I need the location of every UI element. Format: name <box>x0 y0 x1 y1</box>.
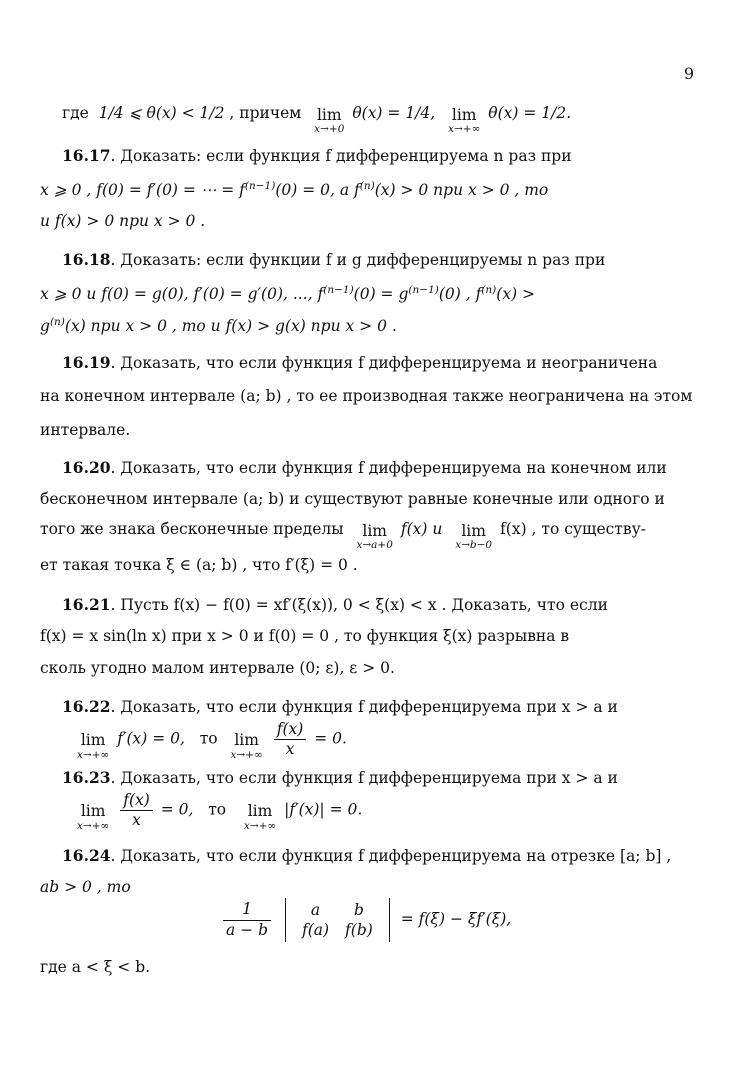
text-line: $g^{(n)}(x)$ при x > 0 , то и f(x) > g(x) при x > 0 . <box>40 316 397 336</box>
text-line: 16.22. Доказать, что если функция f дифференцируема при x > a и <box>62 697 618 716</box>
problem-number: 16.23 <box>62 768 111 787</box>
limit: lim x→b−0 <box>455 521 493 551</box>
problem-number: 16.18 <box>62 250 111 269</box>
text-line: 16.24. Доказать, что если функция f дифференцируема на отрезке [a; b] , <box>62 846 672 865</box>
limit: lim x→a+0 <box>356 521 393 551</box>
text-line: сколь угодно малом интервале (0; ε), ε > 0. <box>40 659 395 677</box>
text-line: интервале. <box>40 421 131 439</box>
text-line: 16.21. Пусть f(x) − f(0) = xf′(ξ(x)), 0 < ξ(x) < x . Доказать, что если <box>62 595 608 614</box>
text-line: f(x) = x sin(ln x) при x > 0 и f(0) = 0 , то функция ξ(x) разрывна в <box>40 627 570 645</box>
limit: lim x→+∞ <box>77 802 110 832</box>
limit: lim x→+∞ <box>448 105 481 135</box>
text-line: где 1/4 ⩽ θ(x) < 1/2 , причем lim x→+0 θ(x) = 1/4, lim x→+∞ θ(x) = 1/2. <box>62 104 572 135</box>
problem-number: 16.19 <box>62 353 111 372</box>
fraction: $\frac{1}{a - b}$ <box>223 901 271 938</box>
text-line: где a < ξ < b. <box>40 958 151 976</box>
text-line: 16.20. Доказать, что если функция f дифференцируема на конечном или <box>62 458 667 477</box>
formula-line: lim x→+∞ $\frac{f(x)}{x}$ = 0, то lim x→+∞ |f′(x)| = 0. <box>77 791 363 832</box>
determinant: a b f(a) f(b) <box>285 898 390 942</box>
text-line: и f(x) > 0 при x > 0 . <box>40 212 206 230</box>
text-line: x ⩾ 0 и f(0) = g(0), f′(0) = g′(0), ..., $f^{(n-1)}(0) = g^{(n-1)}(0)$ , $f^{(n)}(x)$ > <box>40 284 536 304</box>
text-line: 16.17. Доказать: если функция f дифференцируема n раз при <box>62 146 572 165</box>
text-line: x ⩾ 0 , f(0) = f′(0) = ⋯ = $f^{(n-1)}(0) = 0$, а $f^{(n)}(x) > 0$ при x > 0 , то <box>40 180 549 200</box>
limit: lim x→+∞ <box>230 731 263 761</box>
problem-number: 16.17 <box>62 146 111 165</box>
limit: lim x→+∞ <box>77 731 110 761</box>
text-line: 16.23. Доказать, что если функция f дифференцируема при x > a и <box>62 768 618 787</box>
text-line: на конечном интервале (a; b) , то ее производная также неограничена на этом <box>40 387 693 405</box>
text-line: 16.18. Доказать: если функции f и g дифференцируемы n раз при <box>62 250 606 269</box>
determinant-formula: $\frac{1}{a - b}$ a b f(a) f(b) = f(ξ) − ξf′(ξ), <box>220 898 511 942</box>
limit: lim x→+0 <box>314 105 345 135</box>
page-number: 9 <box>683 64 694 83</box>
fraction: $\frac{f(x)}{x}$ <box>120 792 153 829</box>
problem-number: 16.20 <box>62 458 111 477</box>
text-line: 16.19. Доказать, что если функция f дифференцируема и неограничена <box>62 353 658 372</box>
problem-number: 16.24 <box>62 846 111 865</box>
problem-number: 16.21 <box>62 595 111 614</box>
limit: lim x→+∞ <box>243 802 277 832</box>
problem-number: 16.22 <box>62 697 111 716</box>
text-line: бесконечном интервале (a; b) и существуют равные конечные или одного и <box>40 490 665 508</box>
fraction: $\frac{f(x)}{x}$ <box>274 721 307 758</box>
text-line: ет такая точка ξ ∈ (a; b) , что f′(ξ) = 0 . <box>40 556 358 574</box>
text-line: того же знака бесконечные пределы lim x→a+0 f(x) и lim x→b−0 f(x) , то существу- <box>40 520 646 551</box>
formula-line: lim x→+∞ f′(x) = 0, то lim x→+∞ $\frac{f(x)}{x}$ = 0. <box>77 720 347 761</box>
text-line: ab > 0 , то <box>40 878 131 896</box>
